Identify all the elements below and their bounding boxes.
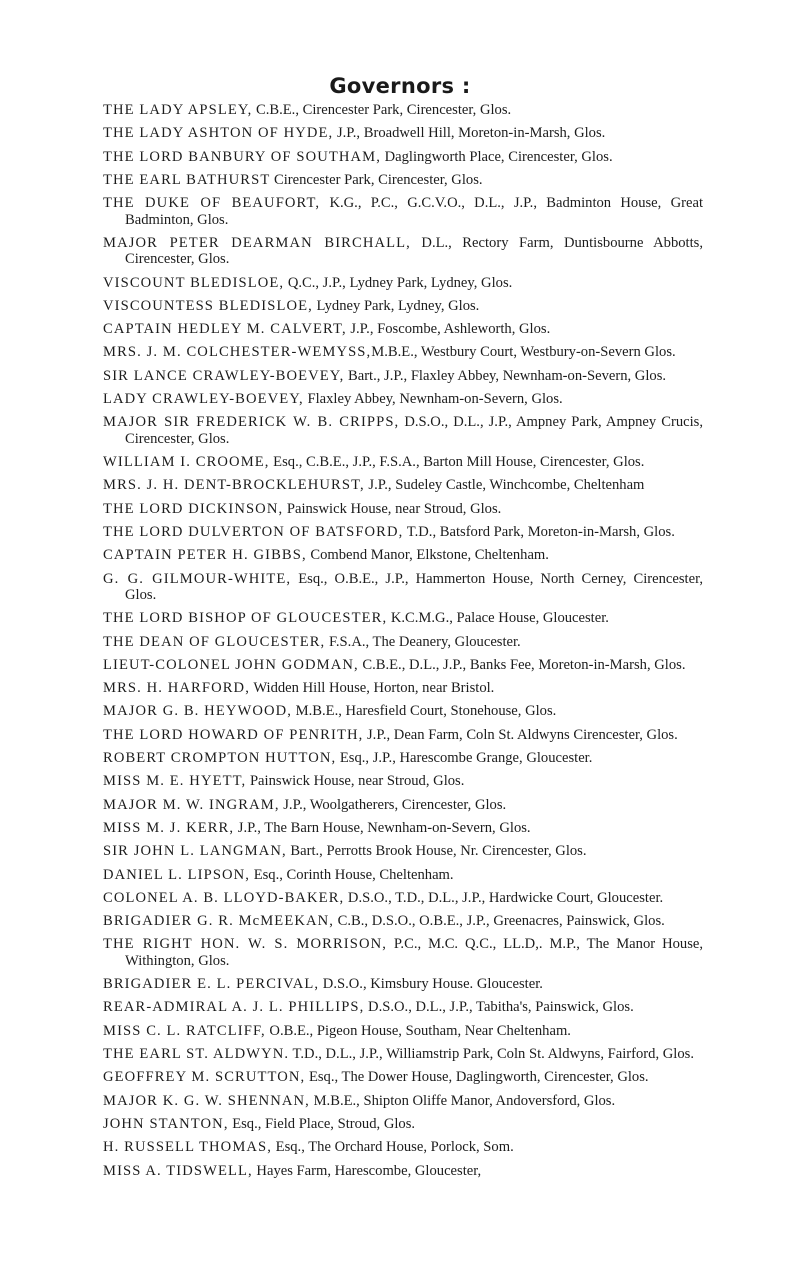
governor-entry [103,1093,703,1109]
governor-details: C.B., D.S.O., O.B.E., J.P., Greenacres, Painswick, Glos. [334,913,665,930]
governor-name: THE LORD DULVERTON OF BATSFORD, [103,523,404,540]
governor-details: D.S.O., D.L., J.P., Tabitha's, Painswick, Glos. [364,999,634,1016]
governor-details: Painswick House, near Stroud, Glos. [246,773,465,790]
governor-details: K.C.M.G., Palace House, Gloucester. [387,610,609,627]
governor-details: Bart., J.P., Flaxley Abbey, Newnham-on-Severn, Glos. [344,367,667,384]
governor-name: SIR LANCE CRAWLEY-BOEVEY, [103,367,345,384]
governor-name: MAJOR SIR FREDERICK W. B. CRIPPS, [103,414,400,431]
governor-name: CAPTAIN PETER H. GIBBS, [103,547,307,564]
governor-details: Lydney Park, Lydney, Glos. [312,297,480,314]
governor-entry [103,571,703,604]
governor-entry [103,1023,703,1039]
governor-details: O.B.E., Pigeon House, Southam, Near Cheltenham. [265,1022,571,1039]
governor-entry [103,773,703,789]
governor-entry [103,913,703,929]
governor-name: MISS M. J. KERR, [103,819,235,836]
governors-list [103,102,703,1186]
governor-name: CAPTAIN HEDLEY M. CALVERT, [103,321,347,338]
governor-details: Combend Manor, Elkstone, Cheltenham. [306,547,549,564]
governor-entry [103,610,703,626]
governor-entry [103,1139,703,1155]
governor-entry [103,149,703,165]
governor-name: THE LORD HOWARD OF PENRITH, [103,726,364,743]
governor-entry [103,1069,703,1085]
governor-entry [103,368,703,384]
governor-details: J.P., Broadwell Hill, Moreton-in-Marsh, Glos. [333,125,606,142]
governor-entry [103,657,703,673]
governor-name: REAR-ADMIRAL A. J. L. PHILLIPS, [103,999,365,1016]
governor-entry [103,414,703,447]
governor-name: G. G. GILMOUR-WHITE, [103,570,292,587]
governor-name: BRIGADIER E. L. PERCIVAL, [103,976,320,993]
governor-entry [103,680,703,696]
governor-details: Bart., Perrotts Brook House, Nr. Cirencester, Glos. [286,843,587,860]
governor-name: MISS M. E. HYETT, [103,773,247,790]
governor-name: MAJOR G. B. HEYWOOD, [103,703,293,720]
governor-name: THE LADY APSLEY, [103,102,253,118]
governor-details: Q.C., J.P., Lydney Park, Lydney, Glos. [284,274,513,291]
governor-name: THE EARL ST. ALDWYN. [103,1046,290,1063]
governor-details: J.P., Woolgatherers, Cirencester, Glos. [279,796,507,813]
governor-name: MAJOR K. G. W. SHENNAN, [103,1092,310,1109]
governor-details: M.B.E., Haresfield Court, Stonehouse, Glos. [292,703,557,720]
governor-entry [103,501,703,517]
governor-details: J.P., The Barn House, Newnham-on-Severn, Glos. [234,819,531,836]
governor-name: THE DUKE OF BEAUFORT, [103,195,321,212]
governor-name: MAJOR M. W. INGRAM, [103,796,280,813]
governor-details: Flaxley Abbey, Newnham-on-Severn, Glos. [303,391,563,408]
governor-name: GEOFFREY M. SCRUTTON, [103,1069,306,1086]
governor-entry [103,321,703,337]
governor-details: C.B.E., D.L., J.P., Banks Fee, Moreton-in-Marsh, Glos. [358,656,686,673]
governor-details: J.P., Sudeley Castle, Winchcombe, Cheltenham [364,477,645,494]
governor-name: H. RUSSELL THOMAS, [103,1139,273,1156]
governor-entry [103,797,703,813]
governor-entry [103,391,703,407]
governor-entry [103,298,703,314]
governor-name: ROBERT CROMPTON HUTTON, [103,750,337,767]
governor-entry [103,275,703,291]
governor-name: SIR JOHN L. LANGMAN, [103,843,287,860]
governor-name: DANIEL L. LIPSON, [103,866,251,883]
governor-name: THE EARL BATHURST [103,171,271,188]
governor-name: COLONEL A. B. LLOYD-BAKER, [103,889,345,906]
governor-details: Esq., The Dower House, Daglingworth, Cirencester, Glos. [305,1069,649,1086]
governor-name: LIEUT-COLONEL JOHN GODMAN, [103,656,359,673]
governor-entry [103,936,703,969]
governor-details: M.B.E., Shipton Oliffe Manor, Andoversford, Glos. [309,1092,616,1109]
governor-entry [103,703,703,719]
governor-entry [103,1116,703,1132]
governor-entry [103,727,703,743]
governor-name: VISCOUNTESS BLEDISLOE, [103,297,313,314]
governor-name: THE LADY ASHTON OF HYDE, [103,125,334,142]
governor-details: T.D., D.L., J.P., Williamstrip Park, Coln St. Aldwyns, Fairford, Glos. [289,1046,694,1063]
governor-entry [103,999,703,1015]
governor-name: THE LORD BISHOP OF GLOUCESTER, [103,610,388,627]
governor-details: J.P., Foscombe, Ashleworth, Glos. [346,321,551,338]
governor-details: Painswick House, near Stroud, Glos. [283,500,502,517]
governor-details: Esq., J.P., Harescombe Grange, Gloucester. [336,750,593,767]
governor-details: D.S.O., D.L., J.P., Ampney Park, Ampney Crucis, Cirencester, Glos. [125,414,703,447]
governor-details: C.B.E., Cirencester Park, Cirencester, Glos. [252,102,512,118]
governor-details: Cirencester Park, Cirencester, Glos. [270,171,483,188]
governor-details: Esq., Corinth House, Cheltenham. [250,866,454,883]
governor-entry [103,125,703,141]
governor-name: LADY CRAWLEY-BOEVEY, [103,391,304,408]
governor-name: MRS. J. H. DENT-BROCKLEHURST, [103,477,365,494]
governor-entry [103,750,703,766]
governor-name: MAJOR PETER DEARMAN BIRCHALL, [103,234,411,251]
governor-details: Widden Hill House, Horton, near Bristol. [249,680,495,697]
governor-entry [103,820,703,836]
governor-name: MISS C. L. RATCLIFF, [103,1022,266,1039]
governor-entry [103,843,703,859]
governor-name: MRS. J. M. COLCHESTER-WEMYSS, [103,344,372,361]
governor-entry [103,867,703,883]
governor-entry [103,524,703,540]
governor-name: THE LORD DICKINSON, [103,500,284,517]
governor-details: Esq., Field Place, Stroud, Glos. [228,1115,416,1132]
governor-name: WILLIAM I. CROOME, [103,454,270,471]
governor-name: MRS. H. HARFORD, [103,680,250,697]
governor-details: K.G., P.C., G.C.V.O., D.L., J.P., Badminton House, Great Badminton, Glos. [125,195,703,228]
governor-details: P.C., M.C. Q.C., LL.D,. M.P., The Manor House, Withington, Glos. [125,936,704,969]
governor-entry [103,976,703,992]
governor-details: Esq., O.B.E., J.P., Hammerton House, North Cerney, Cirencester, Glos. [125,570,703,603]
governor-name: THE LORD BANBURY OF SOUTHAM, [103,148,381,165]
governor-name: THE DEAN OF GLOUCESTER, [103,633,326,650]
governor-details: T.D., Batsford Park, Moreton-in-Marsh, Glos. [403,523,675,540]
governor-details: D.S.O., Kimsbury House. Gloucester. [319,976,543,993]
governor-entry [103,195,703,228]
governor-name: VISCOUNT BLEDISLOE, [103,274,285,291]
governors-heading: Governors : [329,74,471,98]
governor-details: Hayes Farm, Harescombe, Gloucester, [252,1162,482,1179]
governor-details: Esq., The Orchard House, Porlock, Som. [272,1139,514,1156]
governor-details: D.S.O., T.D., D.L., J.P., Hardwicke Court, Gloucester. [344,889,664,906]
governor-details: Daglingworth Place, Cirencester, Glos. [380,148,613,165]
governor-name: JOHN STANTON, [103,1115,229,1132]
governor-entry [103,172,703,188]
governor-name: MISS A. TIDSWELL, [103,1162,253,1179]
governor-entry [103,547,703,563]
governor-entry [103,235,703,268]
governor-entry [103,1163,703,1179]
governor-details: F.S.A., The Deanery, Gloucester. [325,633,521,650]
governor-entry [103,102,703,118]
governor-details: Esq., C.B.E., J.P., F.S.A., Barton Mill House, Cirencester, Glos. [269,454,645,471]
governor-entry [103,890,703,906]
governor-details: D.L., Rectory Farm, Duntisbourne Abbotts, Cirencester, Glos. [125,234,703,268]
governor-entry [103,477,703,493]
governor-entry [103,634,703,650]
governor-name: BRIGADIER G. R. McMEEKAN, [103,913,334,930]
governor-name: THE RIGHT HON. W. S. MORRISON, [103,936,387,953]
governor-details: M.B.E., Westbury Court, Westbury-on-Severn Glos. [371,344,676,361]
governor-entry [103,344,703,360]
governor-entry [103,1046,703,1062]
governor-details: J.P., Dean Farm, Coln St. Aldwyns Cirencester, Glos. [363,726,678,743]
governor-entry [103,454,703,470]
